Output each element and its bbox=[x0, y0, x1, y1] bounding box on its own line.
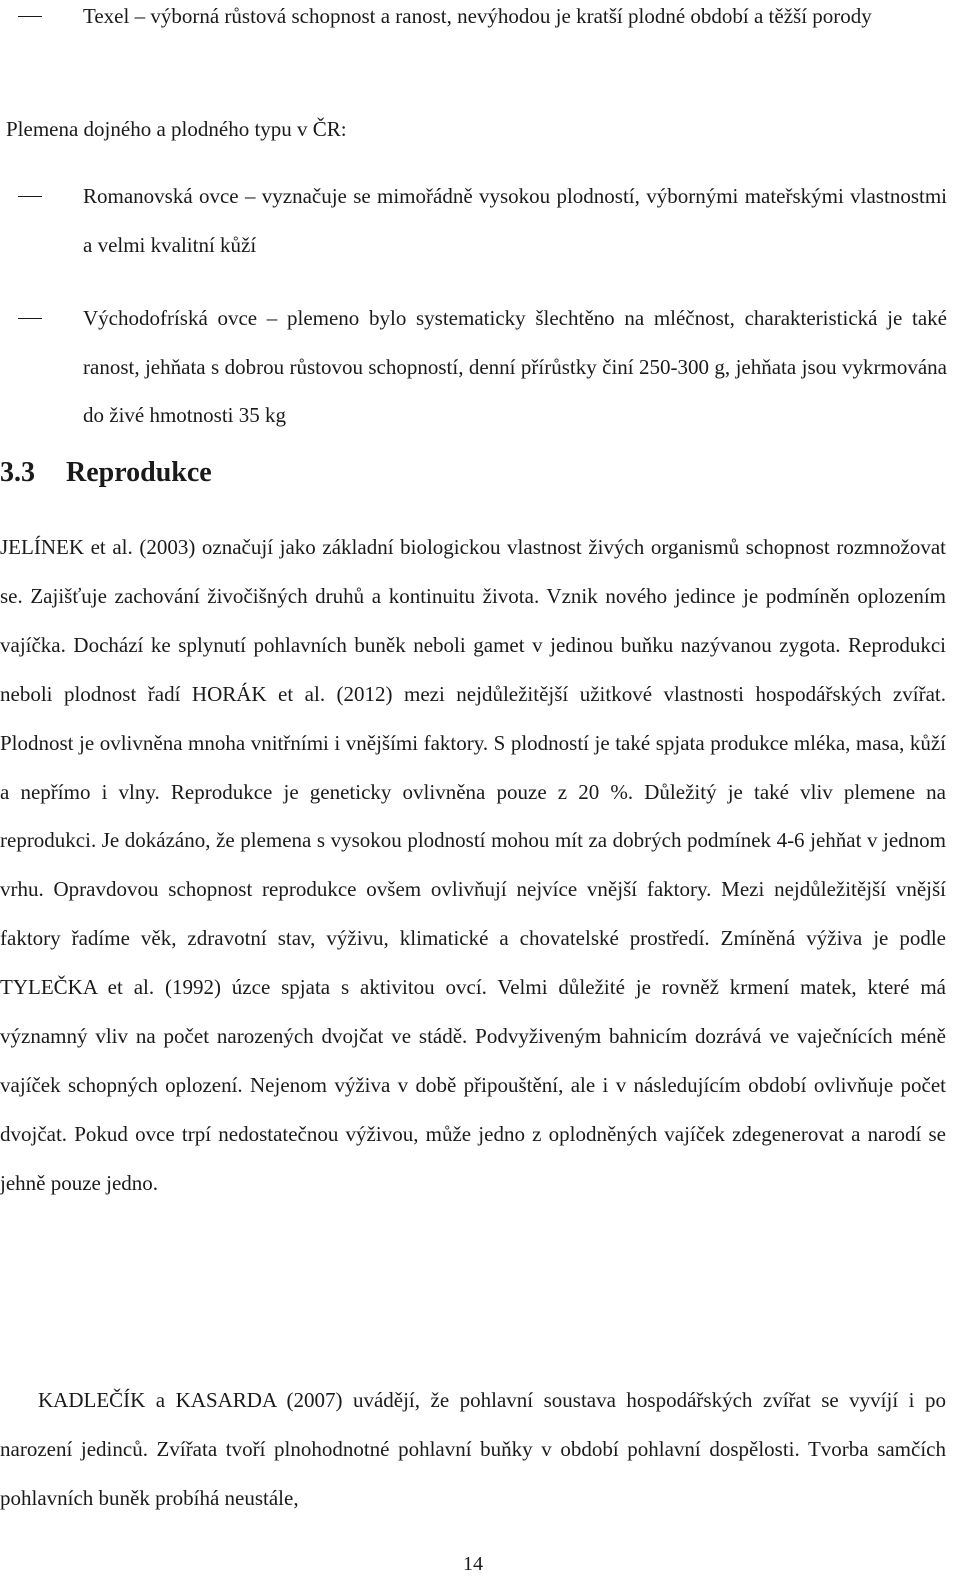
subheading: Plemena dojného a plodného typu v ČR: bbox=[6, 117, 347, 141]
dash-bullet-icon bbox=[18, 318, 42, 319]
list-item bbox=[0, 172, 960, 269]
section-title: Reprodukce bbox=[66, 457, 212, 488]
breed-list-meat bbox=[0, 0, 960, 41]
section-number: 3.3 bbox=[0, 457, 35, 488]
list-item bbox=[0, 294, 960, 440]
dash-bullet-icon bbox=[18, 16, 42, 17]
list-item bbox=[0, 0, 960, 41]
section-heading bbox=[0, 451, 212, 495]
list-item-text: Romanovská ovce – vyznačuje se mimořádně vysokou plodností, výbornými mateřskými vlastnostmi a velmi kvalitní kůží bbox=[83, 184, 947, 257]
list-item-text: Texel – výborná růstová schopnost a ranost, nevýhodou je kratší plodné období a těžší porody bbox=[83, 4, 872, 28]
paragraph: KADLEČÍK a KASARDA (2007) uvádějí, že pohlavní soustava hospodářských zvířat se vyvíjí i po narození jedinců. Zvířata tvoří plnohodnotné pohlavní buňky v období pohlavní dospělosti. Tvorba samčích pohlavních buněk probíhá neustále, bbox=[0, 1388, 946, 1510]
paragraph: JELÍNEK et al. (2003) označují jako základní biologickou vlastnost živých organismů schopnost rozmnožovat se. Zajišťuje zachování živočišných druhů a kontinuitu života. Vznik nového jedince je podmíněn oplozením vajíčka. Dochází ke splynutí pohlavních buněk neboli gamet v jedinou buňku nazývanou zygota. Reprodukci neboli plodnost řadí HORÁK et al. (2012) mezi nejdůležitější užitkové vlastnosti hospodářských zvířat. Plodnost je ovlivněna mnoha vnitřními i vnějšími faktory. S plodností je také spjata produkce mléka, masa, kůží a nepřímo i vlny. Reprodukce je geneticky ovlivněna pouze z 20 %. Důležitý je také vliv plemene na reprodukci. Je dokázáno, že plemena s vysokou plodností mohou mít za dobrých podmínek 4-6 jehňat v jednom vrhu. Opravdovou schopnost reprodukce ovšem ovlivňují nejvíce vnější faktory. Mezi nejdůležitější vnější faktory řadíme věk, zdravotní stav, výživu, klimatické a chovatelské prostředí. Zmíněná výživa je podle TYLEČKA et al. (1992) úzce spjata s aktivitou ovcí. Velmi důležité je rovněž krmení matek, které má významný vliv na počet narozených dvojčat ve stádě. Podvyživeným bahnicím dozrává ve vaječnících méně vajíček schopných oplození. Nejenom výživa v době připouštění, ale i v následujícím období ovlivňuje počet dvojčat. Pokud ovce trpí nedostatečnou výživou, může jedno z oplodněných vajíček zdegenerovat a narodí se jehně pouze jedno. bbox=[0, 535, 946, 1195]
dash-bullet-icon bbox=[18, 196, 42, 197]
page-number: 14 bbox=[463, 1553, 483, 1575]
list-item-text: Východofríská ovce – plemeno bylo systematicky šlechtěno na mléčnost, charakteristická je také ranost, jehňata s dobrou růstovou schopností, denní přírůstky činí 250-300 g, jehňata jsou vykrmována do živé hmotnosti 35 kg bbox=[83, 306, 947, 427]
breed-list-dairy bbox=[0, 172, 960, 440]
